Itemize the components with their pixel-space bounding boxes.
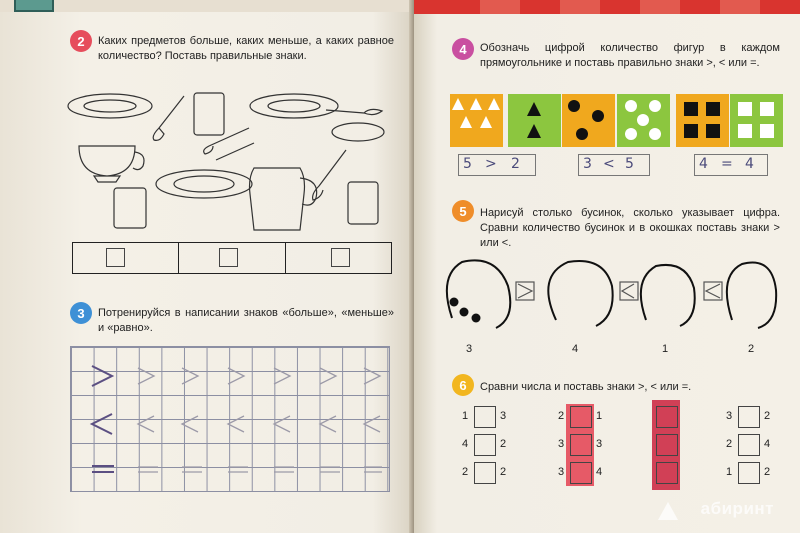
bead [450, 298, 459, 307]
card-squares-4b [730, 94, 783, 147]
less-sign-sample [92, 414, 112, 434]
task4-answer-1[interactable]: 5 > 2 [458, 154, 536, 176]
card-circles-5 [617, 94, 670, 147]
card-triangles-5 [450, 94, 503, 147]
task5-text: Нарисуй столько бусинок, сколько указывает цифра. Сравни количество бусинок и в окошках поставь знаки > или <. [480, 207, 780, 249]
compare-box[interactable] [738, 434, 760, 456]
card-triangles-2 [508, 94, 561, 147]
task3-text: Потренируйся в написании знаков «больше», «меньше» и «равно». [98, 307, 394, 334]
compare-box[interactable] [474, 462, 496, 484]
task2-badge: 2 [70, 30, 92, 52]
spoon-2 [326, 109, 382, 114]
answer-box[interactable] [331, 248, 350, 267]
bead-loop-4 [727, 262, 776, 328]
plate-1 [68, 94, 152, 118]
bead [460, 308, 469, 317]
spoon-4 [216, 143, 254, 160]
labirint-logo-icon [658, 502, 678, 520]
glass-1 [194, 93, 224, 135]
compare-box[interactable] [738, 406, 760, 428]
corner-tab [14, 0, 54, 12]
task2-text: Каких предметов больше, каких меньше, а каких равное количество? Поставь правильные знаки. [98, 35, 394, 62]
writing-grid-strokes [70, 346, 388, 490]
right-page: 4 Обозначь цифрой количество фигур в каждом прямоугольнике и поставь правильно знаки >, < или =. 5 > 2 3 < 5 4 = 4 5 Нарисуй столько бусинок, сколько указывает цифра. Сравни количество бусинок и в окошках поставь знаки > или <. 3 4 1 2 6 Сравни числа и поставь знаки >, < или =. 1 3 4 2 2 2 2 1 3 3 3 4 3 2 2 4 1 2 [414, 0, 800, 533]
compare-box[interactable] [656, 406, 678, 428]
spoon-3 [204, 128, 249, 154]
strip-cell-3 [286, 243, 391, 273]
bead [472, 314, 481, 323]
compare-box[interactable] [474, 434, 496, 456]
task5-number-3: 1 [662, 343, 669, 355]
tableware-illustration [64, 88, 394, 233]
compare-box[interactable] [570, 406, 592, 428]
compare-box[interactable] [738, 462, 760, 484]
glass-3 [348, 182, 378, 224]
bead-loops [436, 256, 786, 336]
compare-box[interactable] [474, 406, 496, 428]
bead-loop-3 [641, 265, 695, 326]
strip-cell-1 [73, 243, 179, 273]
task2-answer-strip [72, 242, 392, 274]
spoon-1 [153, 96, 184, 140]
glass-2 [114, 188, 146, 228]
compare-box[interactable] [656, 462, 678, 484]
greater-sign-sample [92, 366, 112, 386]
task4-text: Обозначь цифрой количество фигур в каждом прямоугольнике и поставь правильно знаки >, < или =. [480, 42, 780, 69]
task5-number-2: 4 [572, 343, 579, 355]
spoon-5 [313, 150, 346, 200]
task6-text: Сравни числа и поставь знаки >, < или =. [480, 381, 692, 393]
task3-badge: 3 [70, 302, 92, 324]
answer-box[interactable] [219, 248, 238, 267]
plate-2 [250, 94, 338, 118]
task6-badge: 6 [452, 374, 474, 396]
task4-badge: 4 [452, 38, 474, 60]
cup-1 [79, 146, 144, 182]
jug [250, 168, 317, 230]
left-top-band [0, 0, 414, 12]
task5-number-4: 2 [748, 343, 755, 355]
task4-answer-2[interactable]: 3 < 5 [578, 154, 650, 176]
answer-box[interactable] [106, 248, 125, 267]
strip-cell-2 [179, 243, 285, 273]
task5-number-1: 3 [466, 343, 473, 355]
task4-answer-3[interactable]: 4 = 4 [694, 154, 768, 176]
plate-3 [156, 170, 252, 198]
card-squares-4 [676, 94, 729, 147]
bead-loop-2 [548, 261, 612, 326]
bowl-1 [332, 123, 384, 141]
card-circles-3 [562, 94, 615, 147]
task5-badge: 5 [452, 200, 474, 222]
compare-box[interactable] [656, 434, 678, 456]
right-top-band [414, 0, 800, 14]
compare-box[interactable] [570, 462, 592, 484]
watermark: абиринт [700, 499, 774, 518]
compare-box[interactable] [570, 434, 592, 456]
equal-sign-sample [92, 466, 114, 472]
